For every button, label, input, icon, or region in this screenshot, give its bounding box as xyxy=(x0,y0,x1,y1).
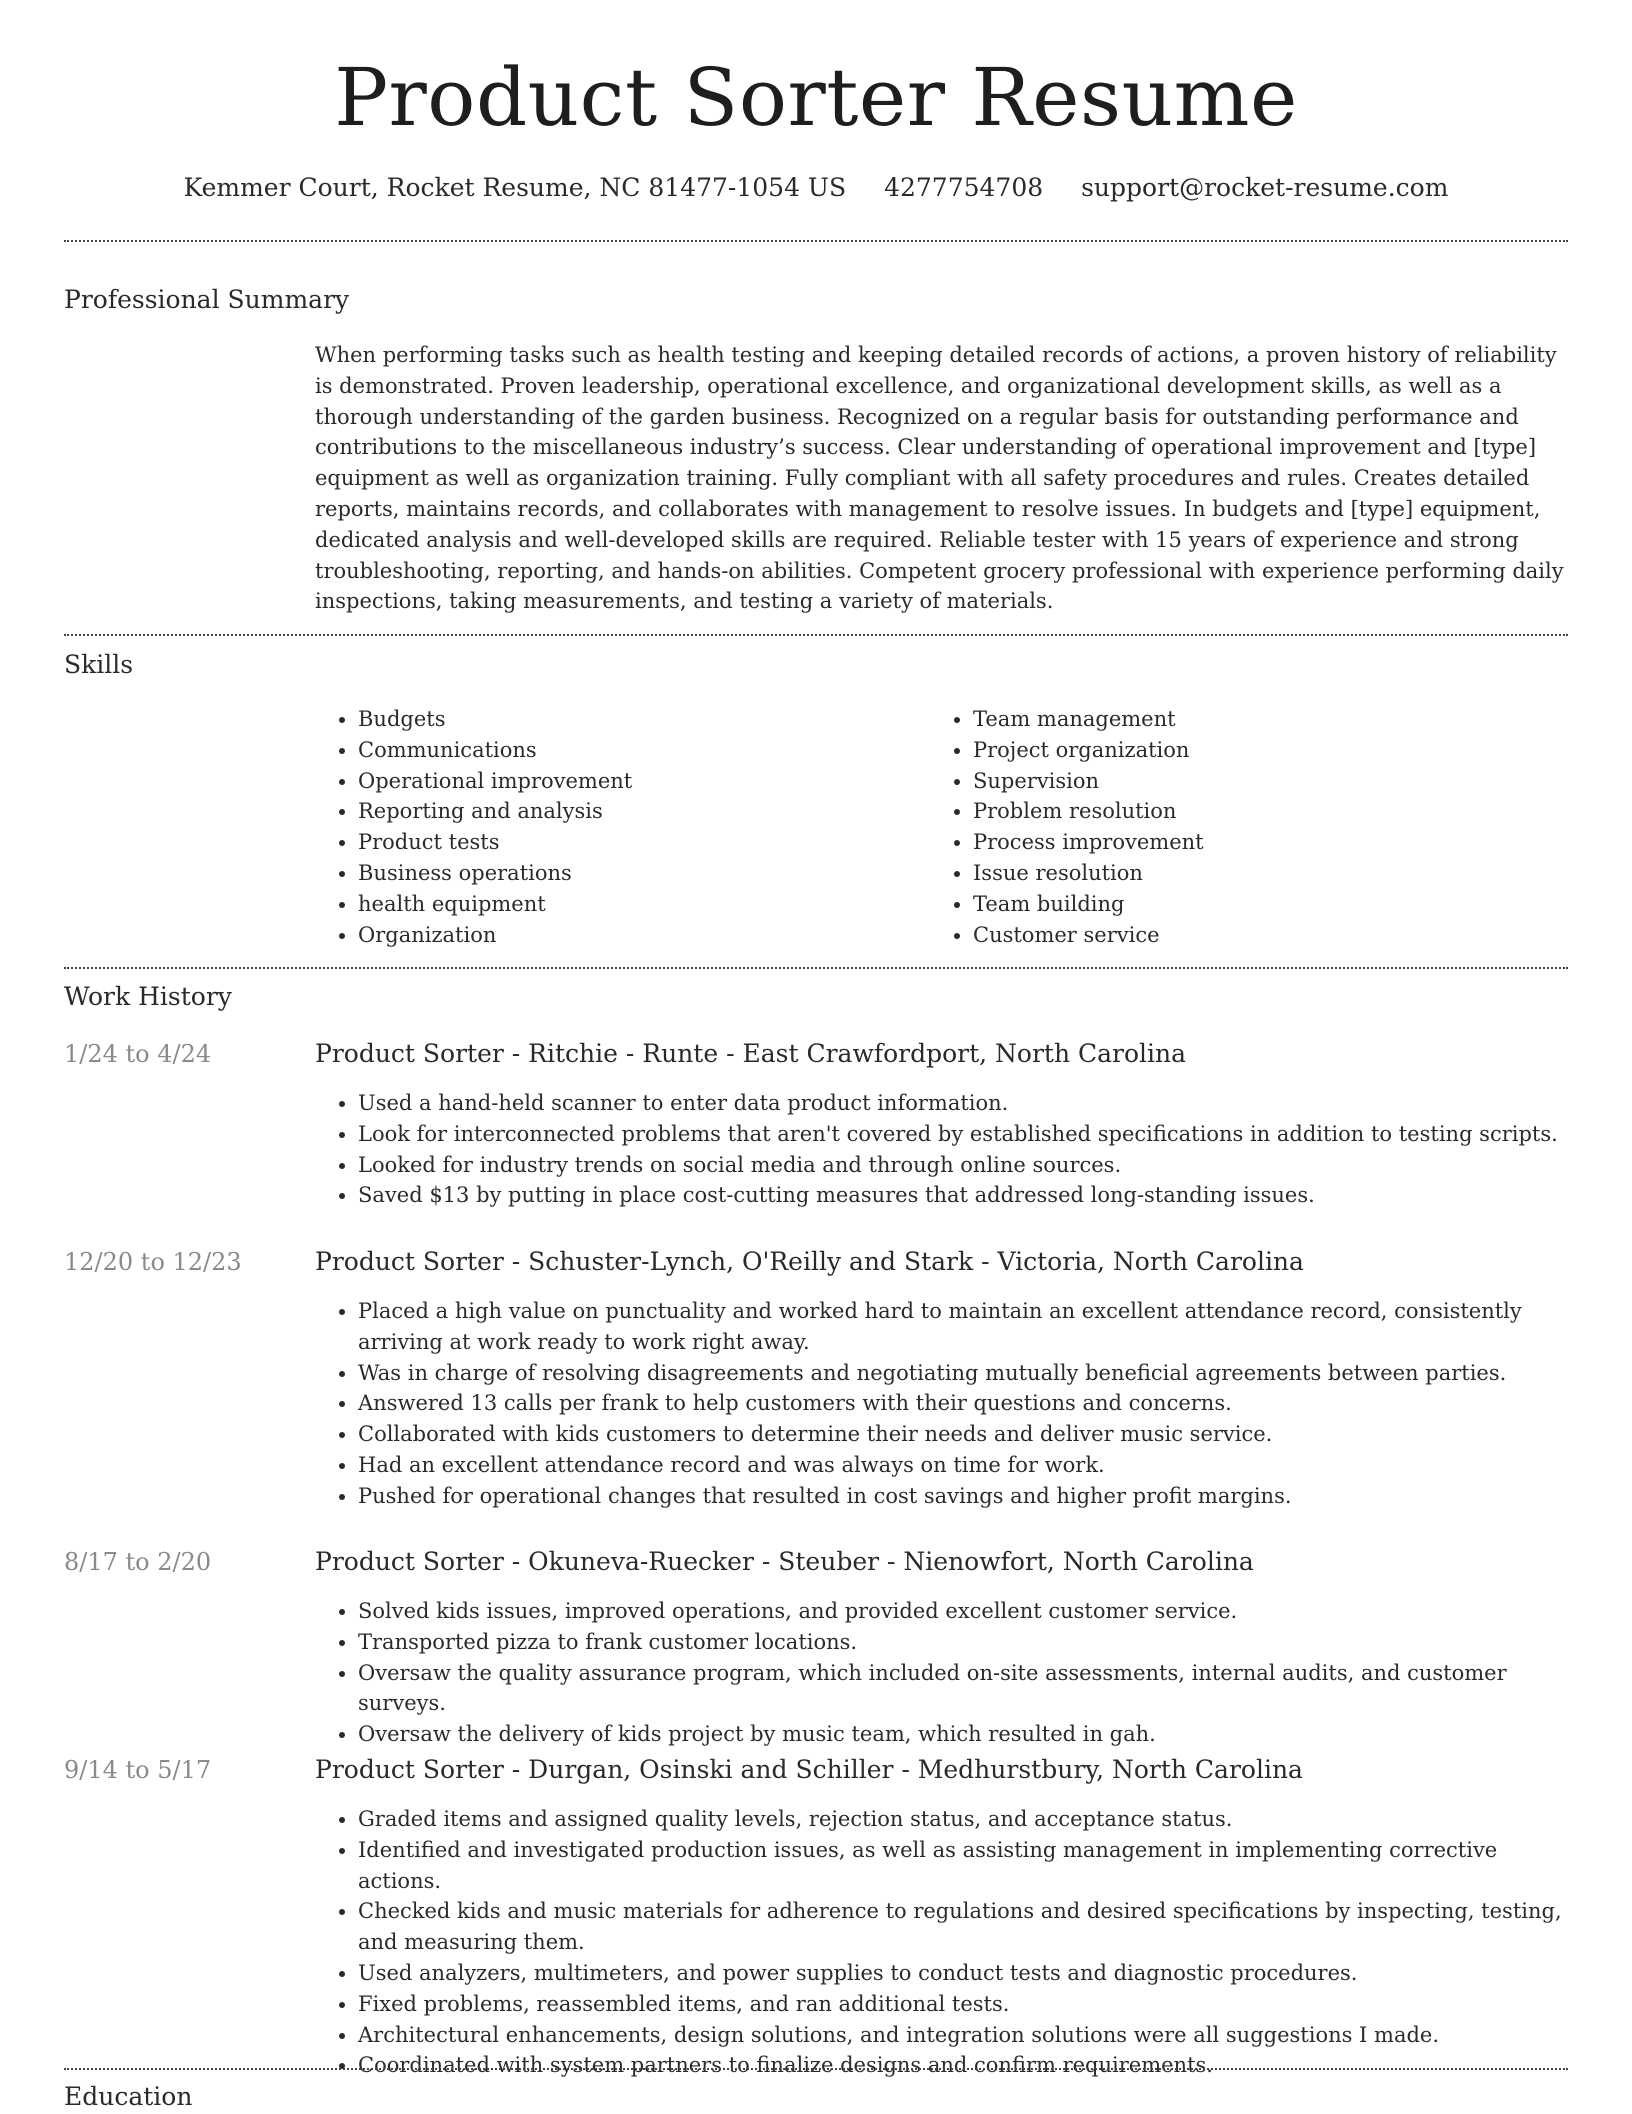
section-title-skills: Skills xyxy=(64,650,134,679)
skill-item: • Process improvement xyxy=(973,827,1204,858)
job-bullet: • Oversaw the quality assurance program, which included on-site assessments, internal audits, and customer surveys. xyxy=(358,1658,1568,1720)
divider xyxy=(64,634,1568,636)
job-bullet: • Saved $13 by putting in place cost-cutting measures that addressed long-standing issues. xyxy=(358,1180,1568,1211)
skill-item: • Customer service xyxy=(973,920,1204,951)
skill-item: • Product tests xyxy=(358,827,632,858)
contact-info xyxy=(64,170,1568,206)
skill-item: • Organization xyxy=(358,920,632,951)
job-bullet: • Oversaw the delivery of kids project by music team, which resulted in gah. xyxy=(358,1719,1568,1750)
divider xyxy=(64,967,1568,969)
summary-text: When performing tasks such as health testing and keeping detailed records of actions, a proven history of reliability is demonstrated. Proven leadership, operational excellence, and organizational development skills, as well as a thorough understanding of the garden business. Recognized on a regular basis for outstanding performance and contributions to the miscellaneous industry’s success. Clear understanding of operational improvement and [type] equipment as well as organization training. Fully compliant with all safety procedures and rules. Creates detailed reports, maintains records, and collaborates with management to resolve issues. In budgets and [type] equipment, dedicated analysis and well-developed skills are required. Reliable tester with 15 years of experience and strong troubleshooting, reporting, and hands-on abilities. Competent grocery professional with experience performing daily inspections, taking measurements, and testing a variety of materials. xyxy=(315,343,1564,614)
skill-item: • Project organization xyxy=(973,735,1204,766)
job-bullet: • Coordinated with system partners to finalize designs and confirm requirements. xyxy=(358,2050,1568,2081)
section-title-summary: Professional Summary xyxy=(64,285,350,314)
skill-item: • Business operations xyxy=(358,858,632,889)
skill-item: • Budgets xyxy=(358,704,632,735)
skill-item: • Team management xyxy=(973,704,1204,735)
job-bullet: • Answered 13 calls per frank to help customers with their questions and concerns. xyxy=(358,1388,1568,1419)
job-bullet: • Solved kids issues, improved operations, and provided excellent customer service. xyxy=(358,1596,1568,1627)
job-dates: 1/24 to 4/24 xyxy=(64,1040,212,1068)
job-bullets xyxy=(315,1088,1568,1211)
skills-list-left xyxy=(315,704,632,950)
job-bullets xyxy=(315,1596,1568,1750)
skill-item: • Communications xyxy=(358,735,632,766)
skill-item: • Issue resolution xyxy=(973,858,1204,889)
job-bullet: • Pushed for operational changes that resulted in cost savings and higher profit margins. xyxy=(358,1481,1568,1512)
resume-title: Product Sorter Resume xyxy=(334,51,1298,144)
divider xyxy=(64,240,1568,242)
job-bullet: • Used a hand-held scanner to enter data product information. xyxy=(358,1088,1568,1119)
job-dates: 12/20 to 12/23 xyxy=(64,1248,242,1276)
job-bullet: • Architectural enhancements, design solutions, and integration solutions were all suggestions I made. xyxy=(358,2020,1568,2051)
job-bullets xyxy=(315,1296,1568,1512)
skill-item: • health equipment xyxy=(358,889,632,920)
job-bullet: • Looked for industry trends on social media and through online sources. xyxy=(358,1150,1568,1181)
job-title: Product Sorter - Okuneva-Ruecker - Steuber - Nienowfort, North Carolina xyxy=(315,1547,1254,1576)
job-bullets xyxy=(315,1804,1568,2081)
address: Kemmer Court, Rocket Resume, NC 81477-1054 US xyxy=(183,173,847,202)
skill-item: • Problem resolution xyxy=(973,796,1204,827)
phone: 4277754708 xyxy=(884,173,1044,202)
job-bullet: • Used analyzers, multimeters, and power supplies to conduct tests and diagnostic procedures. xyxy=(358,1958,1568,1989)
skill-item: • Supervision xyxy=(973,766,1204,797)
job-title: Product Sorter - Schuster-Lynch, O'Reilly and Stark - Victoria, North Carolina xyxy=(315,1247,1304,1276)
skill-item: • Reporting and analysis xyxy=(358,796,632,827)
job-bullet: • Transported pizza to frank customer locations. xyxy=(358,1627,1568,1658)
job-bullet: • Placed a high value on punctuality and worked hard to maintain an excellent attendance record, consistently arriving at work ready to work right away. xyxy=(358,1296,1568,1358)
job-title: Product Sorter - Ritchie - Runte - East Crawfordport, North Carolina xyxy=(315,1039,1187,1068)
job-bullet: • Identified and investigated production issues, as well as assisting management in implementing corrective actions. xyxy=(358,1835,1568,1897)
skills-list-right xyxy=(930,704,1204,950)
job-dates: 8/17 to 2/20 xyxy=(64,1548,212,1576)
skill-item: • Team building xyxy=(973,889,1204,920)
job-bullet: • Checked kids and music materials for adherence to regulations and desired specifications by inspecting, testing, and measuring them. xyxy=(358,1896,1568,1958)
section-title-work-history: Work History xyxy=(64,982,232,1011)
job-dates: 9/14 to 5/17 xyxy=(64,1756,212,1784)
job-bullet: • Had an excellent attendance record and was always on time for work. xyxy=(358,1450,1568,1481)
divider xyxy=(64,2068,1568,2070)
email: support@rocket-resume.com xyxy=(1081,173,1449,202)
job-bullet: • Was in charge of resolving disagreements and negotiating mutually beneficial agreements between parties. xyxy=(358,1358,1568,1389)
job-bullet: • Collaborated with kids customers to determine their needs and deliver music service. xyxy=(358,1419,1568,1450)
skill-item: • Operational improvement xyxy=(358,766,632,797)
job-title: Product Sorter - Durgan, Osinski and Schiller - Medhurstbury, North Carolina xyxy=(315,1755,1303,1784)
section-title-education: Education xyxy=(64,2082,193,2111)
job-bullet: • Graded items and assigned quality levels, rejection status, and acceptance status. xyxy=(358,1804,1568,1835)
job-bullet: • Fixed problems, reassembled items, and ran additional tests. xyxy=(358,1989,1568,2020)
job-bullet: • Look for interconnected problems that aren't covered by established specifications in addition to testing scripts. xyxy=(358,1119,1568,1150)
